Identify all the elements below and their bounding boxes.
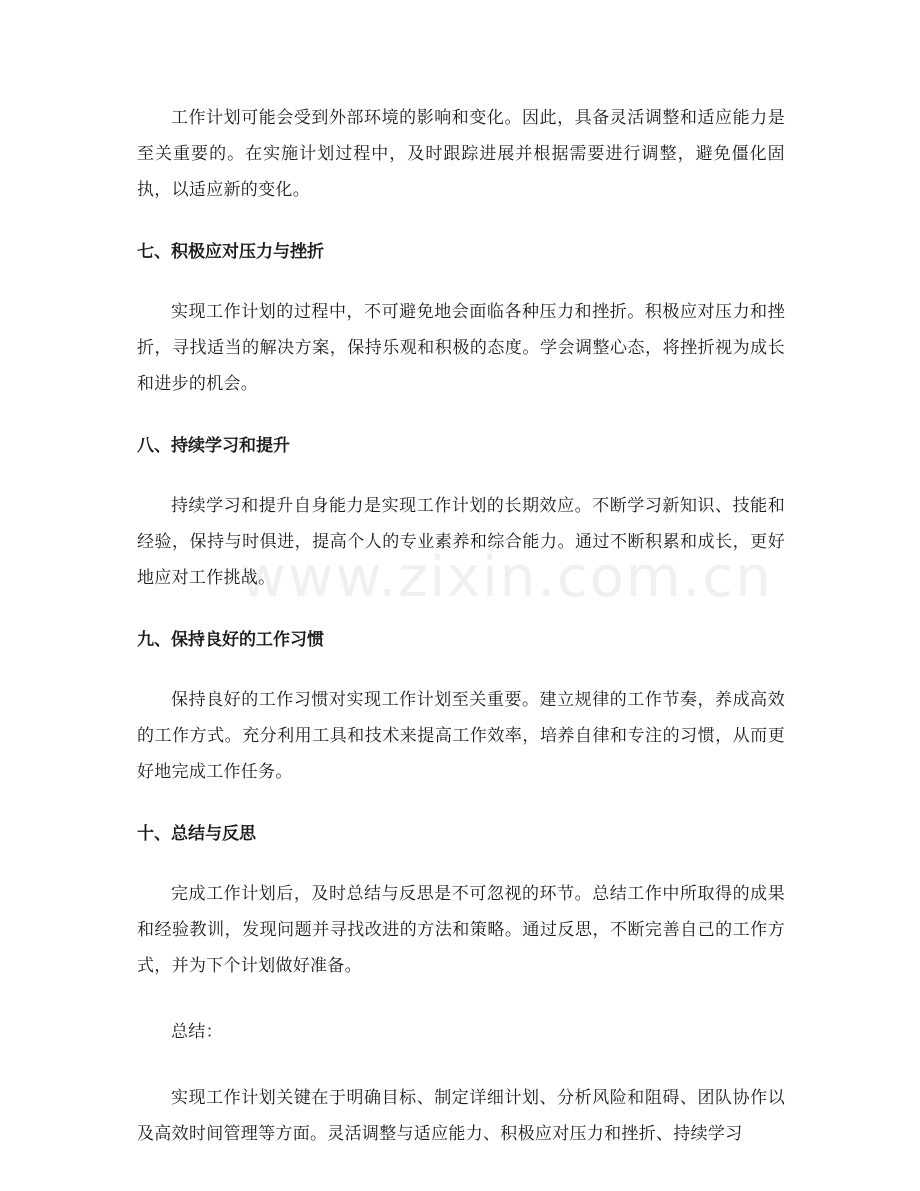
summary-paragraph: 实现工作计划关键在于明确目标、制定详细计划、分析风险和阻碍、团队协作以及高效时间管理等方面。灵活调整与适应能力、积极应对压力和挫折、持续学习 [137,1088,785,1144]
paragraph-section-9: 保持良好的工作习惯对实现工作计划至关重要。建立规律的工作节奏，养成高效的工作方式。充分利用工具和技术来提高工作效率，培养自律和专注的习惯，从而更好地完成工作任务。 [137,690,785,782]
paragraph-section-7: 实现工作计划的过程中，不可避免地会面临各种压力和挫折。积极应对压力和挫折，寻找适当的解决方案，保持乐观和积极的态度。学会调整心态，将挫折视为成长和进步的机会。 [137,302,785,394]
heading-section-9: 九、保持良好的工作习惯 [137,630,324,650]
heading-section-7: 七、积极应对压力与挫折 [137,242,324,262]
watermark: www.zixin.com.cn [240,545,773,610]
document-page [137,100,785,1182]
paragraph-adaptability: 工作计划可能会受到外部环境的影响和变化。因此，具备灵活调整和适应能力是至关重要的。在实施计划过程中，及时跟踪进展并根据需要进行调整，避免僵化固执，以适应新的变化。 [137,108,785,200]
paragraph-section-10: 完成工作计划后，及时总结与反思是不可忽视的环节。总结工作中所取得的成果和经验教训，发现问题并寻找改进的方法和策略。通过反思，不断完善自己的工作方式，并为下个计划做好准备。 [137,884,785,976]
paragraph-section-8: 持续学习和提升自身能力是实现工作计划的长期效应。不断学习新知识、技能和经验，保持与时俱进，提高个人的专业素养和综合能力。通过不断积累和成长，更好地应对工作挑战。 [137,496,785,588]
heading-section-8: 八、持续学习和提升 [137,436,290,456]
heading-section-10: 十、总结与反思 [137,824,256,844]
summary-label: 总结： [171,1022,223,1042]
